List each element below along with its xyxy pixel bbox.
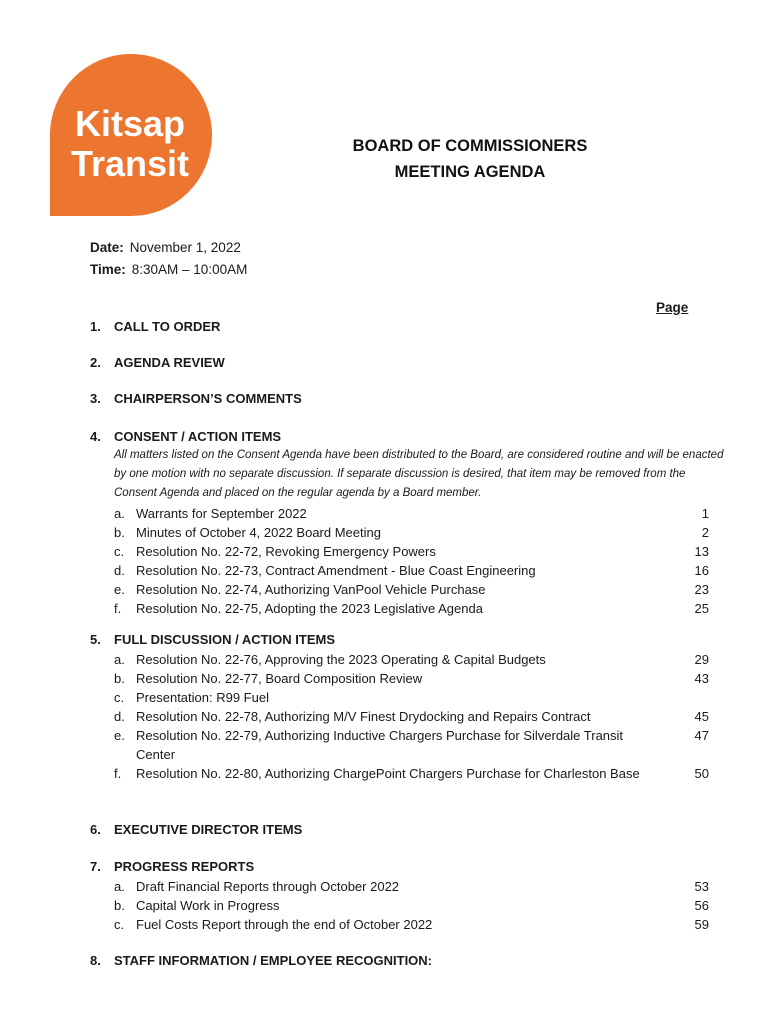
agenda-item — [114, 561, 730, 580]
section-number: 4. — [90, 429, 101, 444]
consent-agenda-note: All matters listed on the Consent Agenda have been distributed to the Board, are considered routine and will be enacted by one motion with no separate discussion. If separate discussion is desired, that item may be removed from the Consent Agenda and placed on the regular agenda by a Board member. — [114, 449, 724, 499]
item-page: 2 — [701, 525, 709, 540]
kitsap-transit-logo — [48, 52, 214, 216]
time-value: 8:30AM – 10:00AM — [131, 262, 248, 277]
section-number: 8. — [90, 953, 101, 968]
item-letter: a. — [114, 879, 125, 894]
item-text: Resolution No. 22-79, Authorizing Inductive Chargers Purchase for Silverdale Transit Center — [136, 728, 624, 762]
item-letter: c. — [114, 690, 125, 705]
section-title: EXECUTIVE DIRECTOR ITEMS — [114, 822, 303, 837]
item-letter: e. — [114, 728, 125, 743]
agenda-item — [114, 688, 730, 707]
item-text: Resolution No. 22-74, Authorizing VanPool Vehicle Purchase — [136, 582, 486, 597]
page-column-label: Page — [656, 300, 689, 315]
item-letter: b. — [114, 525, 125, 540]
agenda-item — [114, 915, 730, 934]
item-list — [114, 877, 730, 934]
agenda-item — [114, 669, 730, 688]
item-text: Resolution No. 22-78, Authorizing M/V Finest Drydocking and Repairs Contract — [136, 709, 591, 724]
item-page: 16 — [694, 563, 709, 578]
item-letter: c. — [114, 544, 125, 559]
item-page: 1 — [701, 506, 709, 521]
date-value: November 1, 2022 — [129, 240, 241, 255]
item-letter: a. — [114, 506, 125, 521]
item-letter: c. — [114, 917, 125, 932]
item-page: 43 — [694, 671, 709, 686]
item-text: Presentation: R99 Fuel — [136, 690, 269, 705]
item-text: Resolution No. 22-76, Approving the 2023 Operating & Capital Budgets — [136, 652, 546, 667]
item-page: 13 — [694, 544, 709, 559]
section-title: STAFF INFORMATION / EMPLOYEE RECOGNITION: — [114, 953, 433, 968]
agenda-section-6 — [90, 821, 730, 839]
date-label: Date: — [90, 240, 124, 255]
item-page: 47 — [694, 728, 709, 743]
item-text: Draft Financial Reports through October 2022 — [136, 879, 400, 894]
section-title: AGENDA REVIEW — [114, 355, 225, 370]
meeting-date — [90, 238, 241, 258]
logo-badge-icon — [48, 52, 214, 216]
section-number: 3. — [90, 391, 101, 406]
item-page — [656, 688, 709, 707]
section-number: 6. — [90, 822, 101, 837]
item-text: Resolution No. 22-77, Board Composition Review — [136, 671, 423, 686]
logo-text-line1: Kitsap — [74, 103, 186, 144]
agenda-item — [114, 542, 730, 561]
section-title: CALL TO ORDER — [114, 319, 221, 334]
item-page: 23 — [694, 582, 709, 597]
agenda-section-5 — [90, 631, 730, 783]
agenda-section-7 — [90, 858, 730, 934]
item-list — [114, 504, 730, 618]
section-number: 7. — [90, 859, 101, 874]
item-letter: e. — [114, 582, 125, 597]
item-page: 53 — [694, 879, 709, 894]
section-title: CONSENT / ACTION ITEMS — [114, 429, 282, 444]
agenda-item — [114, 580, 730, 599]
agenda-section-2 — [90, 354, 730, 372]
section-title: PROGRESS REPORTS — [114, 859, 255, 874]
agenda-item — [114, 504, 730, 523]
title-line-2: MEETING AGENDA — [394, 163, 546, 181]
agenda-section-8 — [90, 952, 730, 970]
agenda-section-4 — [90, 428, 730, 618]
item-list — [114, 650, 730, 783]
agenda-item — [114, 726, 730, 764]
item-text: Warrants for September 2022 — [136, 506, 307, 521]
item-text: Resolution No. 22-72, Revoking Emergency Powers — [136, 544, 436, 559]
item-page: 59 — [694, 917, 709, 932]
item-text: Minutes of October 4, 2022 Board Meeting — [136, 525, 381, 540]
agenda-item — [114, 523, 730, 542]
meeting-time — [90, 260, 247, 280]
item-letter: a. — [114, 652, 125, 667]
agenda-section-1 — [90, 318, 730, 336]
section-title: FULL DISCUSSION / ACTION ITEMS — [114, 632, 336, 647]
item-letter: f. — [114, 601, 122, 616]
item-letter: d. — [114, 563, 125, 578]
item-letter: b. — [114, 671, 125, 686]
item-page: 29 — [694, 652, 709, 667]
document-title — [300, 133, 640, 185]
item-letter: b. — [114, 898, 125, 913]
title-line-1: BOARD OF COMMISSIONERS — [352, 137, 588, 155]
item-letter: f. — [114, 766, 122, 781]
item-text: Resolution No. 22-80, Authorizing ChargePoint Chargers Purchase for Charleston Base — [136, 766, 640, 781]
agenda-item — [114, 764, 730, 783]
section-title: CHAIRPERSON’S COMMENTS — [114, 391, 302, 406]
time-label: Time: — [90, 262, 126, 277]
item-page: 56 — [694, 898, 709, 913]
agenda-item — [114, 599, 730, 618]
agenda-item — [114, 896, 730, 915]
section-number: 5. — [90, 632, 101, 647]
item-text: Capital Work in Progress — [136, 898, 280, 913]
item-text: Resolution No. 22-75, Adopting the 2023 Legislative Agenda — [136, 601, 483, 616]
logo-text-line2: Transit — [70, 143, 190, 184]
agenda-section-3 — [90, 390, 730, 408]
item-page: 50 — [694, 766, 709, 781]
section-number: 2. — [90, 355, 101, 370]
agenda-item — [114, 650, 730, 669]
agenda-item — [114, 707, 730, 726]
section-number: 1. — [90, 319, 101, 334]
item-text: Resolution No. 22-73, Contract Amendment - Blue Coast Engineering — [136, 563, 536, 578]
item-letter: d. — [114, 709, 125, 724]
item-page: 25 — [694, 601, 709, 616]
item-page: 45 — [694, 709, 709, 724]
agenda-item — [114, 877, 730, 896]
item-text: Fuel Costs Report through the end of October 2022 — [136, 917, 433, 932]
